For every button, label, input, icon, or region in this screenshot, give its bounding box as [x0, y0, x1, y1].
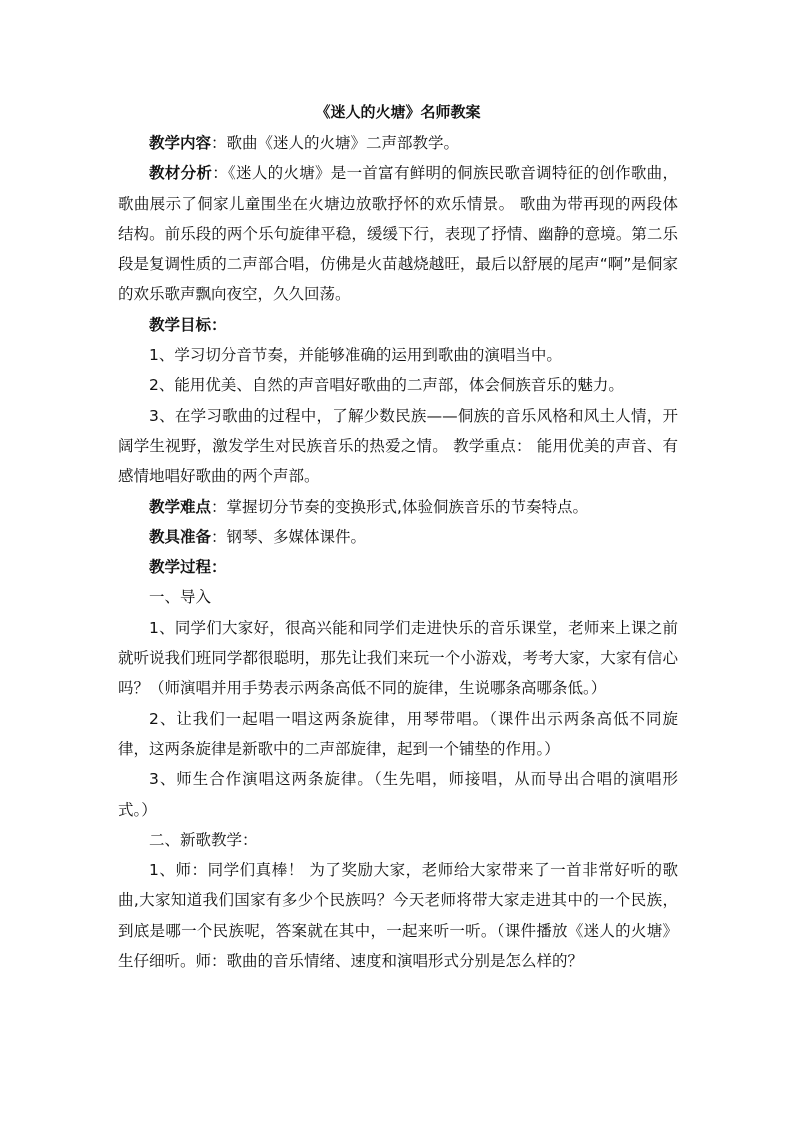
teaching-tools	[118, 522, 678, 552]
teaching-tools-text: ：钢琴、多媒体课件。	[211, 527, 367, 546]
document-title: 《迷人的火塘》名师教案	[315, 103, 481, 121]
teaching-content-label: 教学内容	[149, 134, 212, 152]
section-heading: 一、导入	[149, 588, 212, 607]
document-body	[118, 100, 678, 976]
teaching-goal-item: 3、在学习歌曲的过程中，了解少数民族——侗族的音乐风格和风土人情，开阔学生视野，激发学生对民族音乐的热爱之情。 教学重点： 能用优美的声音、有感情地唱好歌曲的两个声部。	[118, 406, 678, 486]
intro-step: 1、同学们大家好，很高兴能和同学们走进快乐的音乐课堂，老师来上课之前就听说我们班同学都很聪明，那先让我们来玩一个小游戏，考考大家，大家有信心吗？（师演唱并用手势表示两条高低不同的旋律，生说哪条高哪条低。）	[118, 618, 678, 698]
teaching-content	[118, 128, 678, 158]
teaching-goals-heading: 教学目标：	[149, 315, 227, 334]
material-analysis-label: 教材分析	[149, 164, 213, 183]
teaching-process-heading: 教学过程：	[149, 558, 227, 577]
teaching-goal-item: 2、能用优美、自然的声音唱好歌曲的二声部，体会侗族音乐的魅力。	[149, 376, 624, 395]
teaching-difficulty	[118, 492, 678, 522]
new-song-step: 1、师：同学们真棒！ 为了奖励大家，老师给大家带来了一首非常好听的歌曲,大家知道我们国家有多少个民族吗？今天老师将带大家走进其中的一个民族，到底是哪一个民族呢，答案就在其中，一起来听一听。（课件播放《迷人的火塘》生仔细听。师：歌曲的音乐情绪、速度和演唱形式分别是怎么样的？	[118, 861, 678, 971]
section-heading: 二、新歌教学：	[149, 830, 258, 849]
intro-step: 3、师生合作演唱这两条旋律。（生先唱，师接唱，从而导出合唱的演唱形式。）	[118, 770, 678, 819]
teaching-content-text: ：歌曲《迷人的火塘》二声部教学。	[211, 134, 460, 152]
teaching-goal-item: 1、学习切分音节奏，并能够准确的运用到歌曲的演唱当中。	[149, 346, 562, 365]
intro-step: 2、让我们一起唱一唱这两条旋律，用琴带唱。（课件出示两条高低不同旋律，这两条旋律是新歌中的二声部旋律，起到一个铺垫的作用。）	[118, 709, 678, 758]
teaching-difficulty-label: 教学难点	[149, 497, 212, 516]
teaching-tools-label: 教具准备	[149, 527, 212, 546]
material-analysis-text: ：《迷人的火塘》是一首富有鲜明的侗族民歌音调特征的创作歌曲，歌曲展示了侗家儿童围坐在火塘边放歌抒怀的欢乐情景。 歌曲为带再现的两段体结构。前乐段的两个乐句旋律平稳，缓缓下行，表现了抒情、幽静的意境。第二乐段是复调性质的二声部合唱，仿佛是火苗越烧越旺，最后以舒展的尾声“啊”是侗家的欢乐歌声飘向夜空，久久回荡。	[118, 164, 678, 304]
material-analysis	[118, 158, 678, 309]
teaching-difficulty-text: ：掌握切分节奏的变换形式,体验侗族音乐的节奏特点。	[211, 497, 588, 516]
